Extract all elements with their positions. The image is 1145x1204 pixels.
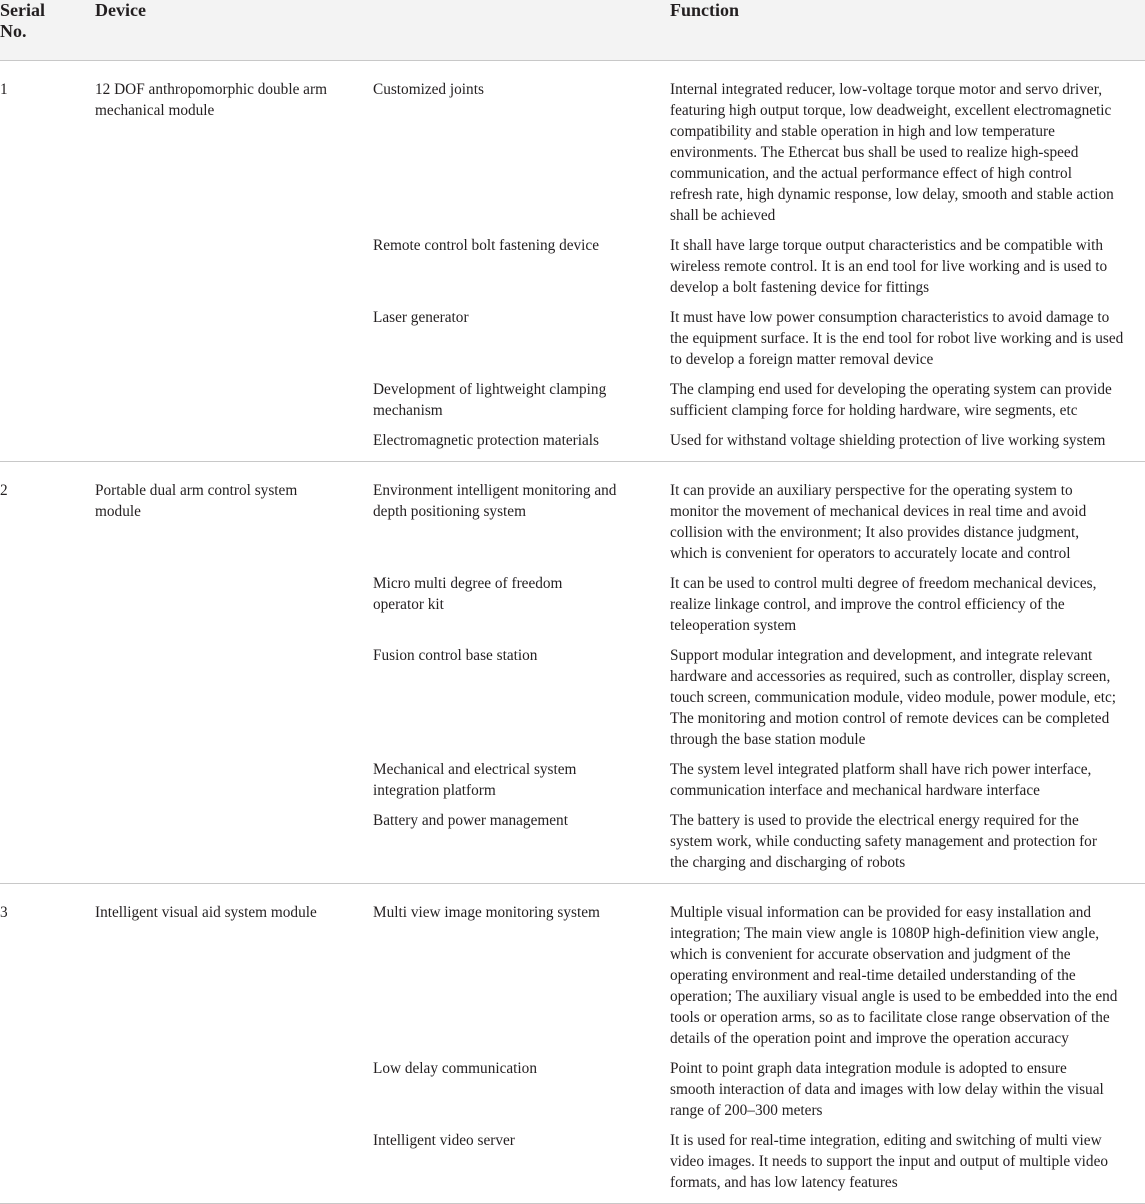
- function-description-line: The clamping end used for developing the operating system can provide: [670, 381, 1112, 398]
- function-description-line: touch screen, communication module, video module, power module, etc;: [670, 689, 1117, 706]
- function-description-line: which is convenient for accurate observation and judgment of the: [670, 946, 1071, 963]
- sub-device-name-line: operator kit: [373, 596, 444, 613]
- function-description-line: realize linkage control, and improve the control efficiency of the: [670, 596, 1065, 613]
- sub-device-name-line: Mechanical and electrical system: [373, 761, 577, 778]
- header-function: Function: [670, 0, 740, 20]
- function-description-line: It can provide an auxiliary perspective for the operating system to: [670, 482, 1073, 499]
- function-description: [670, 645, 1116, 750]
- function-description-line: video images. It needs to support the input and output of multiple video: [670, 1153, 1109, 1170]
- function-description-line: It shall have large torque output characteristics and be compatible with: [670, 237, 1103, 254]
- function-description: [670, 573, 1096, 636]
- function-description-line: the equipment surface. It is the end tool for robot live working and is used: [670, 330, 1124, 347]
- sub-device-name-line: Development of lightweight clamping: [373, 381, 607, 398]
- sub-device-name-line: Intelligent video server: [373, 1132, 515, 1149]
- function-description: [670, 1130, 1108, 1193]
- sub-device-name: [373, 480, 616, 522]
- group-divider: [0, 883, 1145, 884]
- function-description-line: monitor the movement of mechanical devices in real time and avoid: [670, 503, 1087, 520]
- function-description: [670, 1058, 1104, 1121]
- function-description-line: Internal integrated reducer, low-voltage torque motor and servo driver,: [670, 81, 1103, 98]
- sub-device-name-line: Multi view image monitoring system: [373, 904, 600, 921]
- function-description-line: refresh rate, high dynamic response, low delay, smooth and stable action: [670, 186, 1114, 203]
- function-description-line: Point to point graph data integration module is adopted to ensure: [670, 1060, 1067, 1077]
- sub-device-name: [373, 430, 599, 451]
- function-description-line: Multiple visual information can be provided for easy installation and: [670, 904, 1091, 921]
- function-description-line: operating environment and real-time detailed understanding of the: [670, 967, 1076, 984]
- function-description: [670, 810, 1097, 873]
- function-description-line: The monitoring and motion control of remote devices can be completed: [670, 710, 1110, 727]
- function-description-line: communication interface and mechanical hardware interface: [670, 782, 1040, 799]
- function-description-line: develop a bolt fastening device for fittings: [670, 279, 930, 296]
- sub-device-name: [373, 1058, 537, 1079]
- sub-device-name-line: Fusion control base station: [373, 647, 538, 664]
- sub-device-name: [373, 235, 599, 256]
- device-module: [95, 79, 327, 121]
- header-device: Device: [95, 0, 146, 20]
- function-description-line: It can be used to control multi degree of freedom mechanical devices,: [670, 575, 1097, 592]
- header-serial-line: Serial: [0, 0, 45, 20]
- function-description-line: The battery is used to provide the electrical energy required for the: [670, 812, 1079, 829]
- function-description-line: It must have low power consumption characteristics to avoid damage to: [670, 309, 1110, 326]
- function-description: [670, 902, 1117, 1049]
- function-description: [670, 379, 1112, 421]
- function-description: [670, 480, 1086, 564]
- function-description-line: sufficient clamping force for holding hardware, wire segments, etc: [670, 402, 1078, 419]
- function-description-line: which is convenient for operators to accurately locate and control: [670, 545, 1071, 562]
- sub-device-name-line: mechanism: [373, 402, 443, 419]
- function-description-line: system work, while conducting safety management and protection for: [670, 833, 1097, 850]
- sub-device-name-line: Low delay communication: [373, 1060, 537, 1077]
- function-description-line: Support modular integration and development, and integrate relevant: [670, 647, 1093, 664]
- sub-device-name: [373, 1130, 515, 1151]
- device-module-line: 12 DOF anthropomorphic double arm: [95, 81, 327, 98]
- device-module: [95, 480, 297, 522]
- function-description: [670, 430, 1105, 451]
- function-description-line: through the base station module: [670, 731, 866, 748]
- sub-device-name: [373, 645, 537, 666]
- function-description-line: collision with the environment; It also provides distance judgment,: [670, 524, 1080, 541]
- function-description: [670, 79, 1114, 226]
- header-serial-line: No.: [0, 21, 27, 41]
- function-description-line: integration; The main view angle is 1080P high-definition view angle,: [670, 925, 1100, 942]
- header-divider: [0, 60, 1145, 61]
- function-description-line: tools or operation arms, so as to facilitate close range observation of the: [670, 1009, 1110, 1026]
- function-description-line: to develop a foreign matter removal device: [670, 351, 934, 368]
- sub-device-name: [373, 759, 576, 801]
- function-description-line: shall be achieved: [670, 207, 776, 224]
- device-module-line: module: [95, 503, 141, 520]
- function-description-line: range of 200–300 meters: [670, 1102, 823, 1119]
- table-header: [0, 0, 1145, 60]
- serial-number: 1: [0, 81, 8, 98]
- function-description-line: teleoperation system: [670, 617, 797, 634]
- function-description-line: operation; The auxiliary visual angle is used to be embedded into the end: [670, 988, 1118, 1005]
- sub-device-name-line: depth positioning system: [373, 503, 526, 520]
- function-description-line: compatibility and stable operation in high and low temperature: [670, 123, 1055, 140]
- sub-device-name-line: Battery and power management: [373, 812, 568, 829]
- function-description-line: formats, and has low latency features: [670, 1174, 898, 1191]
- device-module-line: Portable dual arm control system: [95, 482, 298, 499]
- device-module-line: Intelligent visual aid system module: [95, 904, 317, 921]
- sub-device-name-line: Micro multi degree of freedom: [373, 575, 563, 592]
- function-description-line: hardware and accessories as required, such as controller, display screen,: [670, 668, 1111, 685]
- function-description-line: wireless remote control. It is an end tool for live working and is used to: [670, 258, 1108, 275]
- function-description-line: Used for withstand voltage shielding protection of live working system: [670, 432, 1106, 449]
- sub-device-name: [373, 379, 606, 421]
- sub-device-name-line: Environment intelligent monitoring and: [373, 482, 617, 499]
- function-description-line: the charging and discharging of robots: [670, 854, 906, 871]
- device-module: [95, 902, 317, 923]
- sub-device-name-line: integration platform: [373, 782, 496, 799]
- function-description: [670, 759, 1091, 801]
- function-description-line: details of the operation point and improve the operation accuracy: [670, 1030, 1069, 1047]
- function-description: [670, 235, 1107, 298]
- sub-device-name: [373, 902, 600, 923]
- sub-device-name: [373, 810, 568, 831]
- function-description-line: communication, and the actual performance effect of high control: [670, 165, 1072, 182]
- sub-device-name-line: Remote control bolt fastening device: [373, 237, 599, 254]
- function-description-line: The system level integrated platform shall have rich power interface,: [670, 761, 1092, 778]
- function-description-line: It is used for real-time integration, editing and switching of multi view: [670, 1132, 1102, 1149]
- sub-device-name-line: Laser generator: [373, 309, 469, 326]
- header-serial-no: [0, 0, 45, 42]
- group-divider: [0, 461, 1145, 462]
- sub-device-name: [373, 79, 484, 100]
- sub-device-name: [373, 307, 469, 328]
- function-description-line: smooth interaction of data and images with low delay within the visual: [670, 1081, 1104, 1098]
- device-module-line: mechanical module: [95, 102, 215, 119]
- serial-number: 2: [0, 482, 8, 499]
- function-description: [670, 307, 1123, 370]
- function-description-line: environments. The Ethercat bus shall be used to realize high-speed: [670, 144, 1079, 161]
- sub-device-name-line: Electromagnetic protection materials: [373, 432, 599, 449]
- sub-device-name: [373, 573, 562, 615]
- function-description-line: featuring high output torque, low deadweight, excellent electromagnetic: [670, 102, 1112, 119]
- sub-device-name-line: Customized joints: [373, 81, 484, 98]
- serial-number: 3: [0, 904, 8, 921]
